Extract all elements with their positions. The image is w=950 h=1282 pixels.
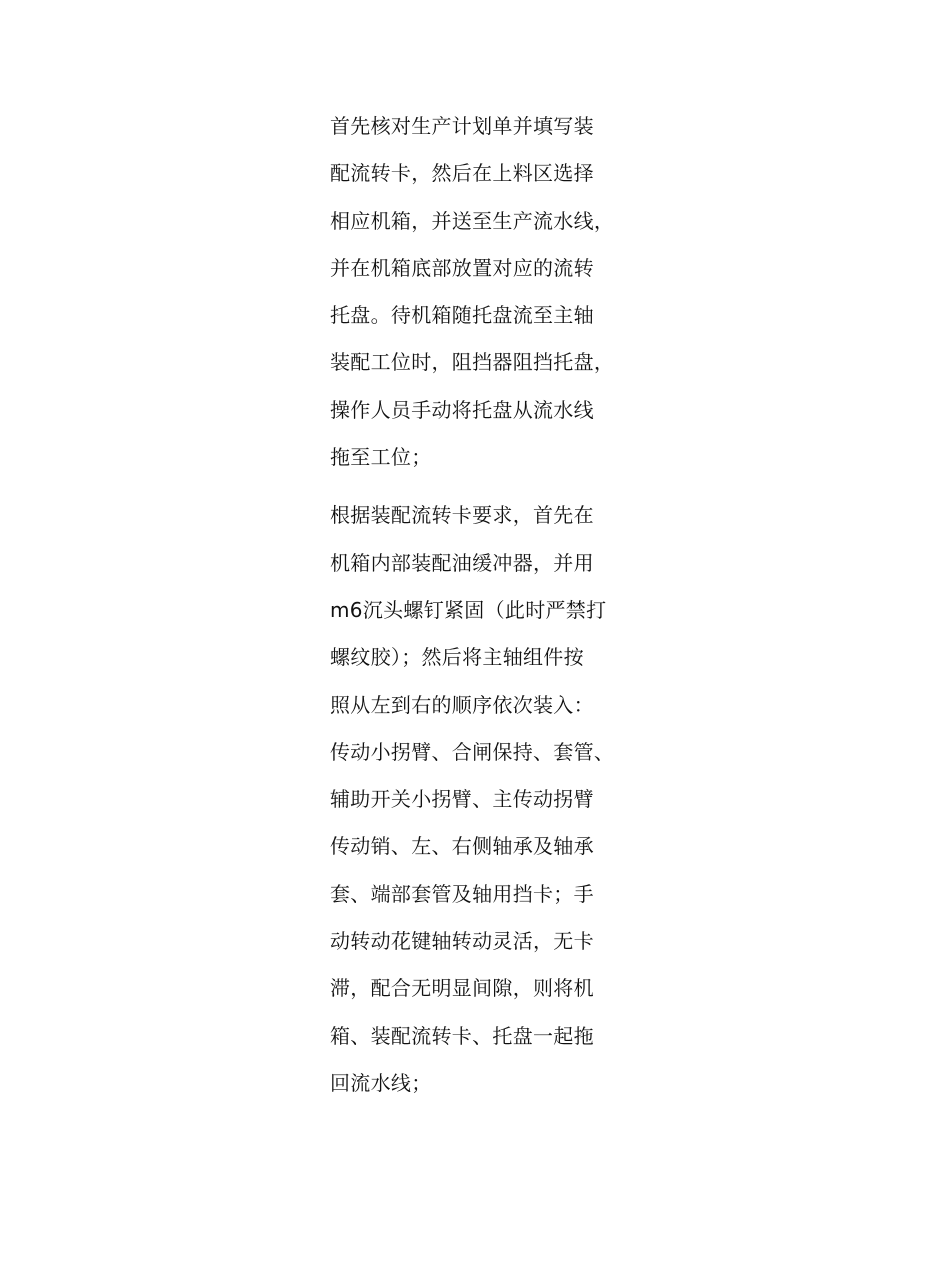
text-line: 并在机箱底部放置对应的流转	[330, 255, 594, 280]
text-column	[330, 103, 630, 1107]
text-line: 操作人员手动将托盘从流水线	[330, 397, 594, 422]
text-line: 首先核对生产计划单并填写装	[330, 114, 594, 138]
text-line: 回流水线；	[330, 1070, 432, 1095]
paragraph-receiving-chassis	[330, 103, 630, 481]
text-line: 辅助开关小拐臂、主传动拐臂	[330, 787, 594, 812]
text-line: 套、端部套管及轴用挡卡；手	[330, 881, 594, 906]
text-line: 托盘。待机箱随托盘流至主轴	[330, 303, 594, 328]
text-line: 螺纹胶）；然后将主轴组件按	[330, 645, 584, 670]
text-line: 传动销、左、右侧轴承及轴承	[330, 834, 594, 859]
text-line: 传动小拐臂、合闸保持、套管、	[330, 739, 615, 764]
text-line: 装配工位时，阻挡器阻挡托盘，	[330, 350, 615, 375]
text-line: 滞，配合无明显间隙，则将机	[330, 976, 594, 1001]
text-line: 机箱内部装配油缓冲器，并用	[330, 550, 594, 575]
text-line: 箱、装配流转卡、托盘一起拖	[330, 1023, 594, 1048]
text-line: 照从左到右的顺序依次装入：	[330, 692, 594, 717]
text-line: 配流转卡，然后在上料区选择	[330, 161, 594, 186]
text-line: m6沉头螺钉紧固（此时严禁打	[330, 597, 607, 622]
text-line: 动转动花键轴转动灵活，无卡	[330, 929, 594, 954]
text-line: 拖至工位；	[330, 445, 432, 470]
text-line: 根据装配流转卡要求，首先在	[330, 503, 594, 528]
paragraph-spindle-assembly	[330, 492, 630, 1107]
text-line: 相应机箱，并送至生产流水线，	[330, 208, 615, 233]
